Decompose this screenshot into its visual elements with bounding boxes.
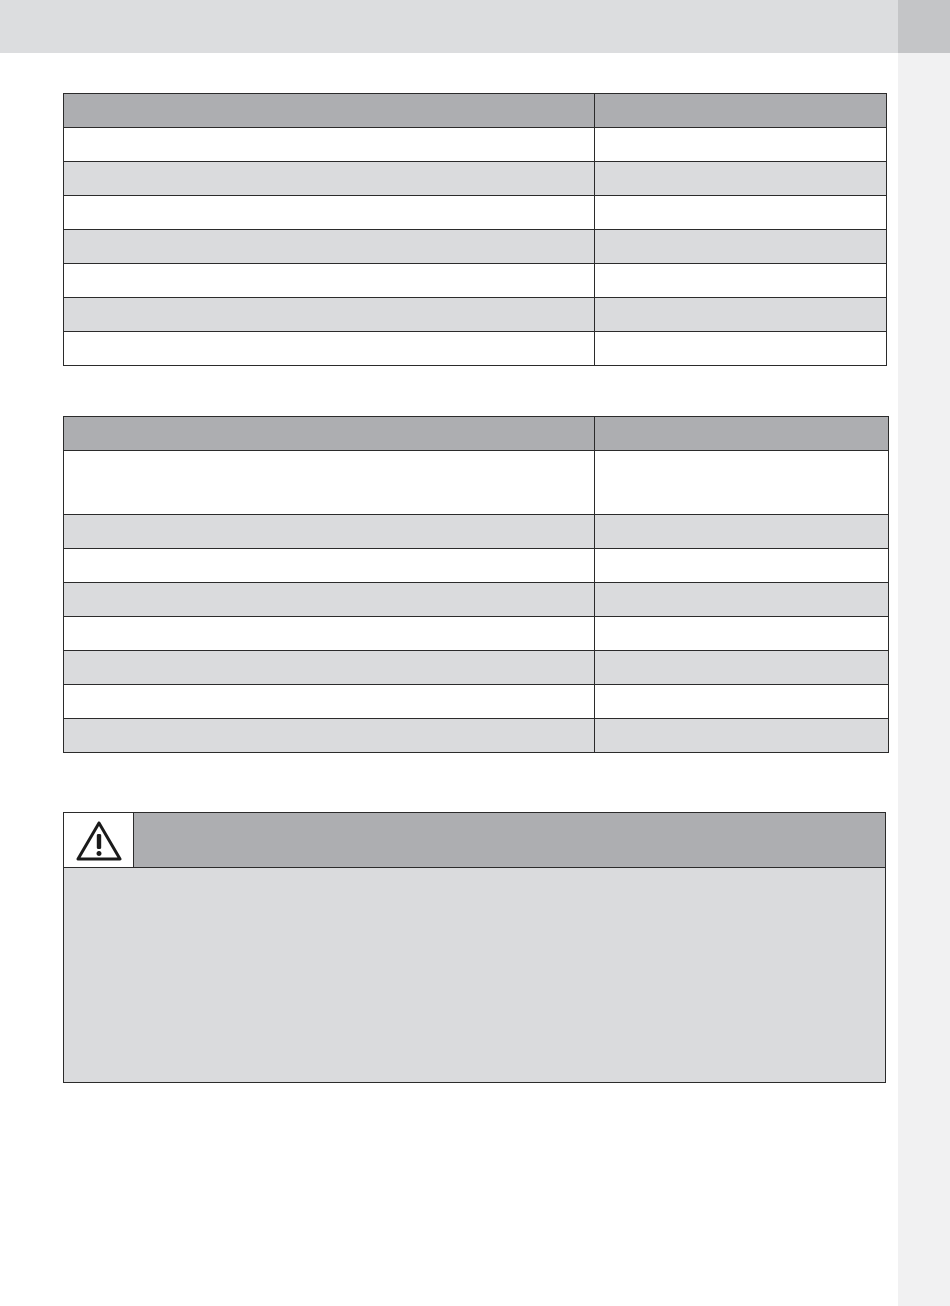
chapter-tab (898, 0, 950, 53)
table-row (64, 230, 887, 264)
warning-icon-cell (64, 813, 134, 867)
table-cell (595, 332, 887, 366)
table-cell (64, 549, 595, 583)
table-header-row (64, 417, 889, 451)
table-cell (595, 617, 889, 651)
table-cell (595, 264, 887, 298)
table-cell (595, 583, 889, 617)
table-row (64, 264, 887, 298)
table-row (64, 298, 887, 332)
table-row (64, 332, 887, 366)
table-row (64, 583, 889, 617)
table-cell (595, 685, 889, 719)
table-row (64, 651, 889, 685)
table-row (64, 515, 889, 549)
spec-table-1 (63, 93, 887, 366)
table-cell (595, 162, 887, 196)
table-cell (64, 298, 595, 332)
table-cell (595, 451, 889, 515)
table-cell (595, 128, 887, 162)
table-row (64, 617, 889, 651)
table-cell (64, 196, 595, 230)
table-cell (595, 651, 889, 685)
table-row (64, 685, 889, 719)
side-margin-strip (898, 0, 950, 1306)
table-cell (595, 298, 887, 332)
table-cell (64, 128, 595, 162)
table-cell (64, 617, 595, 651)
table-header-cell (595, 417, 889, 451)
table-cell (64, 583, 595, 617)
table-cell (64, 515, 595, 549)
table-row (64, 451, 889, 515)
table-row (64, 196, 887, 230)
table-header-cell (64, 417, 595, 451)
table-row (64, 549, 889, 583)
table-header-cell (595, 94, 887, 128)
page-header-band (0, 0, 898, 53)
table-cell (64, 264, 595, 298)
table-cell (64, 451, 595, 515)
table-header-row (64, 94, 887, 128)
spec-table-2 (63, 416, 889, 753)
table-cell (595, 515, 889, 549)
table-cell (64, 162, 595, 196)
table-cell (595, 230, 887, 264)
table-cell (64, 651, 595, 685)
table-cell (64, 685, 595, 719)
table-row (64, 162, 887, 196)
table-cell (64, 230, 595, 264)
table-cell (595, 549, 889, 583)
table-cell (595, 196, 887, 230)
table-cell (64, 719, 595, 753)
warning-header (64, 813, 885, 868)
table-header-cell (64, 94, 595, 128)
table-cell (64, 332, 595, 366)
table-cell (595, 719, 889, 753)
table-row (64, 719, 889, 753)
warning-box (63, 812, 886, 1083)
table-row (64, 128, 887, 162)
